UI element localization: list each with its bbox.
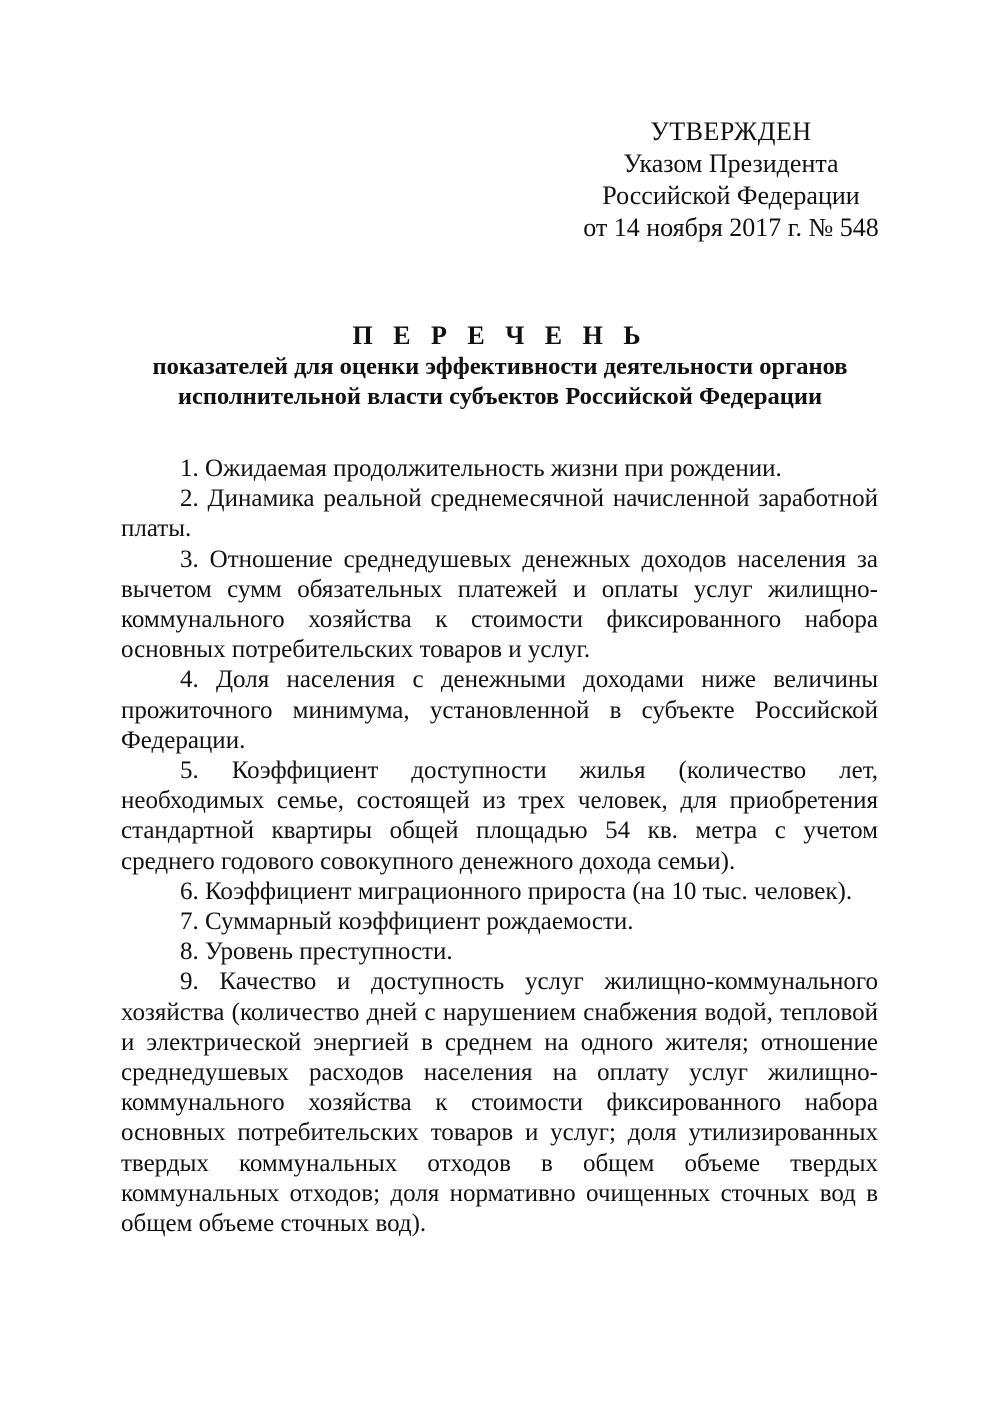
approval-status: УТВЕРЖДЕН [650, 117, 812, 146]
list-item: 1. Ожидаемая продолжительность жизни при рождении. [180, 455, 782, 482]
approval-authority: Указом Президента [623, 149, 839, 178]
list-item: 2. Динамика реальной среднемесячной начисленной заработной платы. [121, 485, 878, 543]
document-title: П Е Р Е Ч Е Н Ь [352, 321, 648, 350]
indicator-list [121, 454, 878, 1239]
list-item: 4. Доля населения с денежными доходами ниже величины прожиточного минимума, установленной в субъекте Российской Федерации. [121, 666, 878, 754]
list-item: 7. Суммарный коэффициент рождаемости. [180, 908, 634, 936]
document-subtitle-line-1: показателей для оценки эффективности деятельности органов [152, 353, 848, 380]
approval-country: Российской Федерации [602, 181, 860, 210]
document-subtitle-line-2: исполнительной власти субъектов Российской Федерации [177, 383, 823, 410]
list-item: 6. Коэффициент миграционного прироста (на 10 тыс. человек). [180, 877, 853, 905]
list-item: 5. Коэффициент доступности жилья (количество лет, необходимых семье, состоящей из трех человек, для приобретения стандартной квартиры общей площадью 54 кв. метра с учетом среднего годового совокупного денежного дохода семьи). [121, 757, 878, 875]
list-item: 3. Отношение среднедушевых денежных доходов населения за вычетом сумм обязательных платежей и оплаты услуг жилищно-коммунального хозяйства к стоимости фиксированного набора основных потребительских товаров и услуг. [121, 545, 878, 664]
approval-stamp [566, 116, 896, 244]
list-item: 8. Уровень преступности. [180, 938, 453, 966]
list-item: 9. Качество и доступность услуг жилищно-коммунального хозяйства (количество дней с нарушением снабжения водой, тепловой и электрической энергией в среднем на одного жителя; отношение среднедушевых расходов населения на оплату услуг жилищно-коммунального хозяйства к стоимости фиксированного набора основных потребительских товаров и услуг; доля утилизированных твердых коммунальных отходов в общем объеме твердых коммунальных отходов; доля нормативно очищенных сточных вод в общем объеме сточных вод). [121, 968, 878, 1238]
approval-decree-date: от 14 ноября 2017 г. № 548 [583, 213, 879, 242]
document-heading [0, 320, 1000, 412]
